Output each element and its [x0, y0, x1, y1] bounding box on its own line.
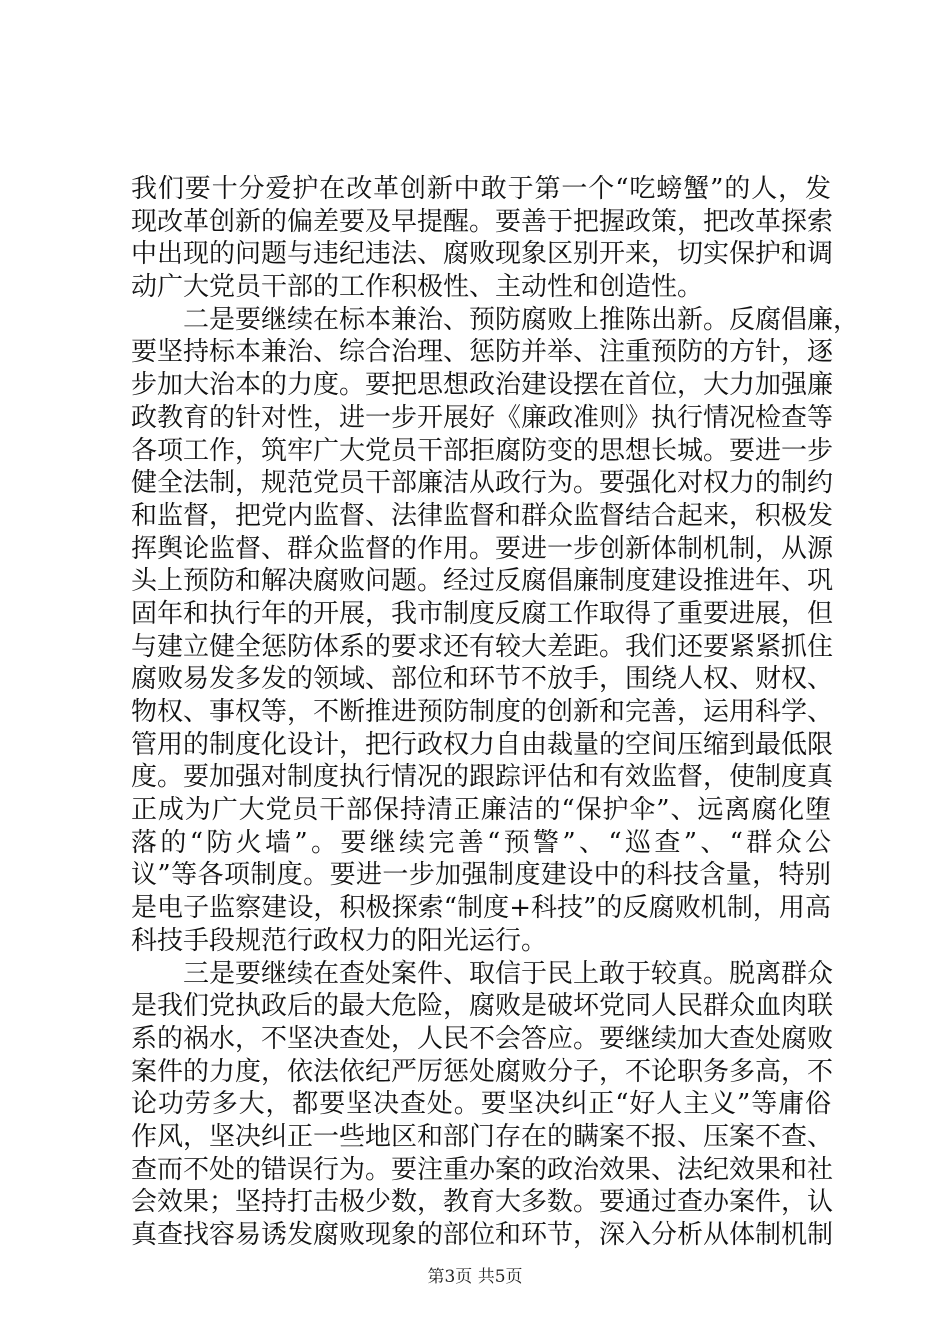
- text-line: 现改革创新的偏差要及早提醒。要善于把握政策，把改革探索: [131, 206, 834, 237]
- text-line: 系的祸水，不坚决查处，人民不会答应。要继续加大查处腐败: [131, 1023, 834, 1054]
- page-footer: 第3页 共5页: [427, 1267, 523, 1287]
- text-line: 中出现的问题与违纪违法、腐败现象区别开来，切实保护和调: [131, 239, 834, 270]
- text-line: 落的“防火墙”。要继续完善“预警”、“巡查”、“群众公: [131, 827, 831, 858]
- text-line: 健全法制，规范党员干部廉洁从政行为。要强化对权力的制约: [131, 468, 834, 499]
- paragraph: [131, 304, 860, 958]
- text-line: 物权、事权等，不断推进预防制度的创新和完善，运用科学、: [131, 697, 834, 727]
- text-line: 真查找容易诱发腐败现象的部位和环节，深入分析从体制机制: [131, 1220, 834, 1250]
- text-line: 论功劳多大，都要坚决查处。要坚决纠正“好人主义”等庸俗: [131, 1089, 831, 1120]
- text-line: 与建立健全惩防体系的要求还有较大差距。我们还要紧紧抓住: [131, 631, 834, 662]
- text-line: 查而不处的错误行为。要注重办案的政治效果、法纪效果和社: [131, 1154, 834, 1185]
- text-line: 固年和执行年的开展，我市制度反腐工作取得了重要进展，但: [131, 598, 834, 629]
- text-line: 各项工作，筑牢广大党员干部拒腐防变的思想长城。要进一步: [131, 435, 834, 466]
- text-line: 要坚持标本兼治、综合治理、惩防并举、注重预防的方针，逐: [131, 337, 834, 368]
- text-line: 头上预防和解决腐败问题。经过反腐倡廉制度建设推进年、巩: [131, 566, 834, 597]
- text-line: 是电子监察建设，积极探索“制度+科技”的反腐败机制，用高: [131, 893, 831, 924]
- body-text: [131, 173, 860, 1252]
- text-line: 会效果；坚持打击极少数，教育大多数。要通过查办案件，认: [131, 1187, 834, 1218]
- text-line: 案件的力度，依法依纪严厉惩处腐败分子，不论职务多高，不: [131, 1056, 834, 1087]
- text-line: 二是要继续在标本兼治、预防腐败上推陈出新。反腐倡廉，: [183, 304, 860, 335]
- text-line: 我们要十分爱护在改革创新中敢于第一个“吃螃蟹”的人，发: [131, 174, 831, 204]
- text-line: 步加大治本的力度。要把思想政治建设摆在首位，大力加强廉: [131, 370, 834, 401]
- paragraph: [131, 958, 834, 1252]
- text-line: 动广大党员干部的工作积极性、主动性和创造性。: [131, 272, 704, 303]
- text-line: 正成为广大党员干部保持清正廉洁的“保护伞”、远离腐化堕: [131, 795, 831, 826]
- text-line: 和监督，把党内监督、法律监督和群众监督结合起来，积极发: [131, 500, 834, 531]
- text-line: 政教育的针对性，进一步开展好《廉政准则》执行情况检查等: [131, 402, 834, 433]
- text-line: 作风，坚决纠正一些地区和部门存在的瞒案不报、压案不查、: [131, 1121, 834, 1152]
- text-line: 是我们党执政后的最大危险，腐败是破坏党同人民群众血肉联: [131, 991, 834, 1022]
- text-line: 挥舆论监督、群众监督的作用。要进一步创新体制机制，从源: [131, 533, 834, 564]
- paragraph: [131, 173, 834, 304]
- text-line: 科技手段规范行政权力的阳光运行。: [131, 925, 548, 956]
- text-line: 管用的制度化设计，把行政权力自由裁量的空间压缩到最低限: [131, 729, 834, 760]
- text-line: 三是要继续在查处案件、取信于民上敢于较真。脱离群众: [183, 958, 834, 989]
- text-line: 议”等各项制度。要进一步加强制度建设中的科技含量，特别: [131, 860, 831, 891]
- text-line: 度。要加强对制度执行情况的跟踪评估和有效监督，使制度真: [131, 762, 834, 793]
- text-line: 腐败易发多发的领域、部位和环节不放手，围绕人权、财权、: [131, 664, 834, 695]
